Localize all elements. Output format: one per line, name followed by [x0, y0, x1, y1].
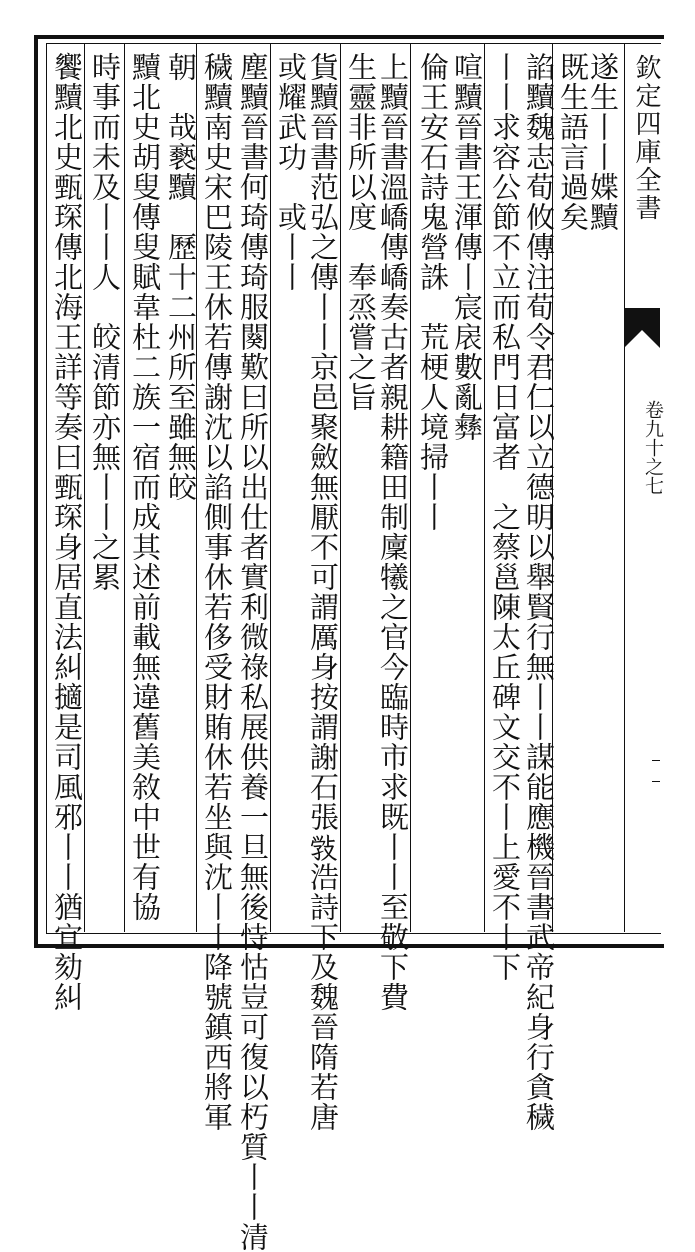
entry-head: 上黷 — [376, 52, 410, 112]
book-title: 欽定四庫全書 — [631, 54, 661, 222]
entry-head: 貨黷 — [306, 52, 340, 112]
column-rule — [124, 44, 125, 932]
text-column-2 — [556, 52, 590, 922]
column-rule — [410, 44, 411, 932]
entry-text: 魏志荀攸傳注荀令君仁以立德明以舉賢行無丨丨謀能應機晉書武帝紀身行貪穢 — [522, 112, 556, 1132]
text-column-4 — [488, 52, 522, 982]
entry-text: 晉書溫嶠傳嶠奏古者親耕籍田制廩犧之官今臨時市求既丨丨至敬下費 — [376, 112, 410, 1012]
text-column-10 — [274, 52, 308, 922]
entry-text: 北史甄琛傳北海王詳等奏曰甄琛身居直法糾擿是司風邪丨丨猶宜劾糾 — [50, 112, 84, 1012]
text-column-12 — [200, 52, 234, 1132]
fishtail-icon — [624, 308, 660, 348]
column-text: 時事而未及丨丨人 皎清節亦無丨丨之累 — [88, 52, 122, 592]
column-rule — [340, 44, 341, 932]
text-column-3 — [522, 52, 556, 1132]
column-text: 既生語言過矣 — [556, 52, 590, 232]
volume-label: 卷九十之七 — [642, 400, 664, 495]
entry-head: 黷 — [128, 52, 162, 82]
column-text: 生靈非所以度 奉烝嘗之旨 — [344, 52, 378, 412]
column-text: 或耀武功 或丨丨 — [274, 52, 308, 292]
text-column-11 — [236, 52, 270, 1252]
entry-text: 南史宋巴陵王休若傳謝沈以諂側事休若侈受財賄休若坐與沈丨丨降號鎮西將軍 — [200, 112, 234, 1132]
text-column-5 — [450, 52, 484, 922]
text-column-1 — [586, 52, 620, 922]
column-text: 朝 哉褻黷 歷十二州所至雖無皎 — [164, 52, 198, 502]
entry-text: 北史胡叟傳叟賦韋杜二族一宿而成其述前載無違舊美敘中世有協 — [128, 82, 162, 922]
text-column-6 — [416, 52, 450, 922]
column-rule — [270, 44, 271, 932]
entry-head: 喧黷 — [450, 52, 484, 112]
column-text: 倫王安石詩鬼營誅 荒梗人境掃丨丨 — [416, 52, 450, 532]
column-rule — [84, 44, 85, 932]
entry-head: 穢黷 — [200, 52, 234, 112]
entry-text: 晉書范弘之傳丨丨京邑聚斂無厭不可謂厲身按謂謝石張𢽾浩詩下及魏晉隋若唐 — [306, 112, 340, 1132]
entry-head: 饗黷 — [50, 52, 84, 112]
entry-head: 塵黷 — [236, 52, 270, 112]
column-text: 遂生丨丨媟黷 — [586, 52, 620, 232]
entry-head: 諂黷 — [522, 52, 556, 112]
text-column-7 — [376, 52, 410, 1012]
text-column-9 — [306, 52, 340, 1132]
column-text: 丨丨求容公節不立而私門日富者 之蔡邕陳太丘碑文交不丨上愛不丨下 — [488, 52, 522, 982]
text-column-13 — [164, 52, 198, 922]
entry-text: 晉書何琦傳琦服闋歎曰所以出仕者實利微祿私展供養一旦無後恃怙豈可復以朽質丨丨清 — [236, 112, 270, 1252]
margin-mark — [652, 760, 660, 782]
text-column-8 — [344, 52, 378, 922]
text-column-15 — [88, 52, 122, 922]
text-column-14 — [128, 52, 162, 922]
entry-text: 晉書王渾傳丨宸扆數亂彝 — [450, 112, 484, 442]
column-rule — [484, 44, 485, 932]
text-column-16 — [50, 52, 84, 1012]
